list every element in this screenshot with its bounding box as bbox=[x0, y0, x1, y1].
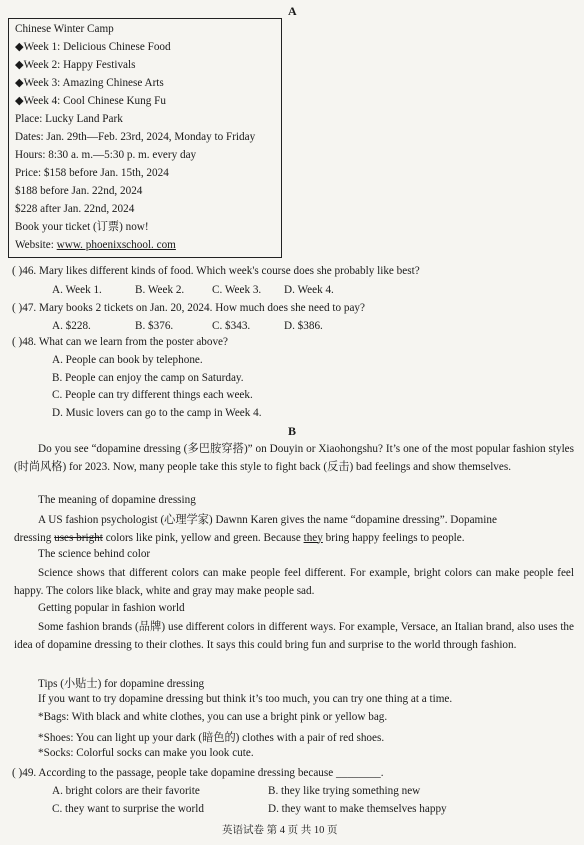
poster-place: Place: Lucky Land Park bbox=[15, 113, 123, 125]
heading-tips: Tips (小贴士) for dopamine dressing bbox=[38, 678, 205, 690]
poster-week-2: ◆Week 2: Happy Festivals bbox=[15, 59, 136, 71]
poster-week-1: ◆Week 1: Delicious Chinese Food bbox=[15, 41, 171, 53]
heading-science: The science behind color bbox=[38, 548, 151, 560]
meaning-line-1: A US fashion psychologist (心理学家) Dawnn Karen gives the name “dopamine dressing”. Dopamine bbox=[38, 514, 497, 526]
tips-intro: If you want to try dopamine dressing but think it’s too much, you can try one thing at a time. bbox=[38, 693, 453, 705]
q46-option-c: C. Week 3. bbox=[212, 284, 262, 296]
intro-paragraph: Do you see “dopamine dressing (多巴胺穿搭)” on Douyin or Xiaohongshu? It’s one of the most popular fashion styles (时尚风格) for 2023. Now, many people take this style to fight back (反击) bad feelings and show themselves. bbox=[14, 443, 574, 473]
popular-paragraph: Some fashion brands (品牌) use different colors in different ways. For example, Versace, an Italian brand, also uses the idea of dopamine dressing to their clothes. It says this could bring fun and surprise to the world through fashion. bbox=[14, 621, 574, 651]
website-link[interactable]: www. phoenixschool. com bbox=[56, 239, 176, 251]
q46-option-a: A. Week 1. bbox=[52, 284, 102, 296]
q49-option-b: B. they like trying something new bbox=[268, 785, 421, 797]
tip-shoes: *Shoes: You can light up your dark (暗色的) clothes with a pair of red shoes. bbox=[38, 732, 385, 744]
tip-bags: *Bags: With black and white clothes, you can use a bright pink or yellow bag. bbox=[38, 711, 388, 723]
q46-option-b: B. Week 2. bbox=[135, 284, 185, 296]
camp-poster bbox=[8, 18, 282, 258]
q48-option-a: A. People can book by telephone. bbox=[52, 354, 203, 366]
q48-option-d: D. Music lovers can go to the camp in Week 4. bbox=[52, 407, 262, 419]
question-49: ( )49. According to the passage, people take dopamine dressing because ________. bbox=[12, 767, 384, 779]
page-footer: 英语试卷 第 4 页 共 10 页 bbox=[222, 825, 338, 836]
heading-popular: Getting popular in fashion world bbox=[38, 602, 185, 614]
q48-option-c: C. People can try different things each week. bbox=[52, 389, 253, 401]
tip-socks: *Socks: Colorful socks can make you look cute. bbox=[38, 747, 254, 759]
question-46: ( )46. Mary likes different kinds of food. Which week's course does she probably like best? bbox=[12, 265, 420, 277]
q47-option-a: A. $228. bbox=[52, 320, 91, 332]
poster-booking: Book your ticket (订票) now! bbox=[15, 221, 149, 233]
poster-week-4: ◆Week 4: Cool Chinese Kung Fu bbox=[15, 95, 166, 107]
meaning-text-a: dressing bbox=[14, 531, 55, 544]
section-b-label: B bbox=[288, 424, 297, 438]
poster-price-2: $188 before Jan. 22nd, 2024 bbox=[15, 185, 143, 197]
meaning-underlined-they: they bbox=[303, 531, 323, 544]
poster-hours: Hours: 8:30 a. m.—5:30 p. m. every day bbox=[15, 149, 197, 161]
section-a-label: A bbox=[288, 4, 297, 18]
website-label: Website: bbox=[15, 239, 57, 251]
q46-option-d: D. Week 4. bbox=[284, 284, 334, 296]
poster-dates: Dates: Jan. 29th—Feb. 23rd, 2024, Monday to Friday bbox=[15, 131, 256, 143]
q48-option-b: B. People can enjoy the camp on Saturday. bbox=[52, 372, 244, 384]
q47-option-b: B. $376. bbox=[135, 320, 174, 332]
q49-option-a: A. bright colors are their favorite bbox=[52, 785, 200, 797]
science-paragraph: Science shows that different colors can make people feel different. For example, bright colors can make people feel happy. The colors like black, white and gray may make people sad. bbox=[14, 567, 574, 597]
meaning-struck-text: uses bright bbox=[54, 531, 103, 544]
meaning-text-c: bring happy feelings to people. bbox=[322, 531, 465, 544]
poster-price-1: Price: $158 before Jan. 15th, 2024 bbox=[15, 167, 169, 179]
meaning-text-b: colors like pink, yellow and green. Because bbox=[102, 531, 304, 544]
question-47: ( )47. Mary books 2 tickets on Jan. 20, 2024. How much does she need to pay? bbox=[12, 302, 365, 314]
poster-price-3: $228 after Jan. 22nd, 2024 bbox=[15, 203, 135, 215]
question-48: ( )48. What can we learn from the poster above? bbox=[12, 336, 228, 348]
meaning-paragraph bbox=[14, 512, 574, 547]
heading-meaning: The meaning of dopamine dressing bbox=[38, 494, 196, 506]
poster-week-3: ◆Week 3: Amazing Chinese Arts bbox=[15, 77, 164, 89]
q47-option-c: C. $343. bbox=[212, 320, 251, 332]
q49-option-d: D. they want to make themselves happy bbox=[268, 803, 447, 815]
q47-option-d: D. $386. bbox=[284, 320, 323, 332]
poster-website bbox=[15, 237, 176, 253]
q49-option-c: C. they want to surprise the world bbox=[52, 803, 204, 815]
poster-title: Chinese Winter Camp bbox=[15, 23, 114, 35]
